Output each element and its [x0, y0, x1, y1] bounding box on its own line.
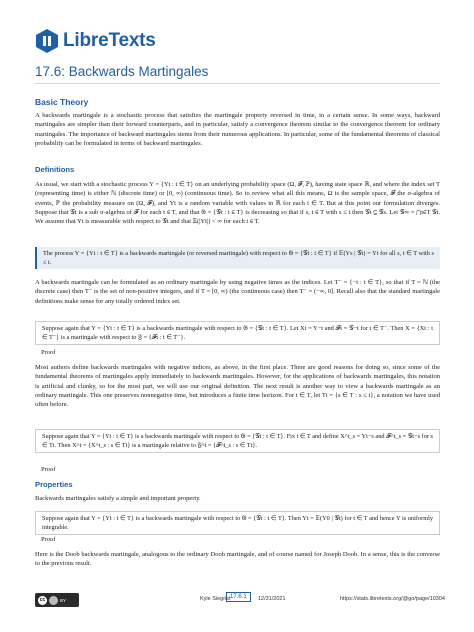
cc-icon: cc	[39, 597, 46, 603]
page-title: 17.6: Backwards Martingales	[35, 64, 209, 79]
definition-text: The process Y = {Yt : t ∈ T} is a backwards martingale (or reversed martingale) with respect to 𝔊 = {𝒢t : t ∈ T} if 𝔼(Ys | 𝒢t) = Yt for all s, t ∈ T with s ≤ t.	[43, 250, 434, 266]
result-box-2	[35, 429, 440, 453]
result-box-3	[35, 511, 440, 535]
properties-paragraph: Backwards martingales satisfy a simple and important property.	[35, 495, 201, 502]
cc-by-license-icon[interactable]	[35, 593, 79, 607]
result-1-text: Suppose again that Y = {Yt : t ∈ T} is a backwards martingale with respect to 𝔊 = {𝒢t : t ∈ T}. Let Xt = Y−t and 𝓕t = 𝒢−t for t ∈ T⁻. Then X = {Xt : t ∈ T⁻} is a martingale with respect to 𝔉 = {𝓕t : t ∈ T⁻}.	[42, 325, 433, 341]
footer-page-number: 17.6.1	[226, 592, 251, 602]
proof-toggle-1[interactable]: Proof	[41, 349, 56, 356]
section-heading-properties: Properties	[35, 480, 73, 489]
page-footer	[0, 590, 474, 610]
ordinary-martingale-paragraph: A backwards martingale can be formulated as an ordinary martingale by using negative times as the indices. Let T⁻ = {−t : t ∈ T}, so that if T = ℕ (the discrete case) then T⁻ is the set of non-positive integers, and if T = [0, ∞) (the continuous case) then T⁻ = (−∞, 0]. Recall also that the standard martingale definitions make sense for any totally ordered index set.	[35, 279, 440, 305]
footer-url-link[interactable]: https://stats.libretexts.org/@go/page/10304	[340, 596, 445, 602]
definitions-paragraph: As usual, we start with a stochastic process Y = {Yt : t ∈ T} on an underlying probability space (Ω, 𝓕, ℙ), having state space ℝ, and where the index set T (representing time) is either ℕ (discrete time) or [0, ∞) (continuous time). So to review what all this means, Ω is the sample space, 𝓕 the σ-algebra of events, ℙ the probability measure on (Ω, 𝓕), and Yt is a random variable with values in ℝ for each t ∈ T. But at this point our formulation diverges. Suppose that 𝒢t is a sub σ-algebra of 𝓕 for each t ∈ T, and that 𝔊 = {𝒢t : t ∈ T} is decreasing so that if s, t ∈ T with s ≤ t then 𝒢t ⊆ 𝒢s. Let 𝒢∞ = ⋂t∈T 𝒢t. We assume that Yt is measurable with respect to 𝒢t and that 𝔼(|Yt|) < ∞ for each t ∈ T.	[35, 181, 440, 226]
attribution-icon	[49, 596, 58, 605]
proof-toggle-2[interactable]: Proof	[41, 466, 56, 473]
intro-paragraph: A backwards martingale is a stochastic process that satisfies the martingale property reversed in time, in a certain sense. In some ways, backward martingales are simpler than their forward counterparts, and in particular, satisfy a convergence theorem similar to the convergence theorem for ordinary martingales. The importance of backward martingales stems from their numerous applications. In particular, some of the fundamental theorems of classical probability can be formulated in terms of backward martingales.	[35, 112, 440, 147]
cc-by-label: BY	[60, 597, 67, 603]
logo-text: LibreTexts	[63, 30, 156, 51]
section-heading-basic-theory: Basic Theory	[35, 97, 89, 107]
proof-toggle-3[interactable]: Proof	[41, 536, 56, 543]
result-3-text: Suppose again that Y = {Yt : t ∈ T} is a backwards martingale with respect to 𝔊 = {𝒢t : t ∈ T}. Then Yt = 𝔼(Y0 | 𝒢t) for t ∈ T and hence Y is uniformly integrable.	[42, 515, 433, 531]
result-2-text: Suppose again that Y = {Yt : t ∈ T} is a backwards martingale with respect to 𝔊 = {𝒢t : t ∈ T}. Fix t ∈ T and define X^t_s = Yt−s and 𝓕^t_s = 𝒢t−s for s ∈ Tt. Then X^t = {X^t_s : s ∈ Tt} is a martingale relative to 𝔉^t = {𝓕^t_s : s ∈ Tt}.	[42, 433, 433, 449]
section-heading-definitions: Definitions	[35, 165, 75, 174]
libretexts-logo[interactable]	[34, 28, 156, 54]
doob-paragraph: Here is the Doob backwards martingale, analogous to the ordinary Doob martingale, and of course named for Joseph Doob. In a sense, this is the converse to the previous result.	[35, 551, 440, 568]
footer-date: 12/31/2021	[258, 596, 286, 602]
title-divider	[35, 83, 440, 84]
result-box-1	[35, 321, 440, 345]
most-authors-paragraph: Most authors define backwards martingales with negative indices, as above, in the first place. There are good reasons for doing so, since some of the fundamental theorems of martingales apply immediately to backwards martingales. However, for the applications of backwards martingales, this notation is artificial and clunky, so for the most part, we will use our original definition. The next result is another way to view a backwards martingale as an ordinary martingale. This one preserves nonnegative time, but introduces a finite time horizon. For t ∈ T, let Tt = {s ∈ T : s ≤ t}, a notation we have used often before.	[35, 364, 440, 409]
footer-author: Kyle Siegrist	[200, 596, 231, 602]
definition-box	[35, 247, 440, 269]
libretexts-logo-icon	[34, 28, 60, 54]
